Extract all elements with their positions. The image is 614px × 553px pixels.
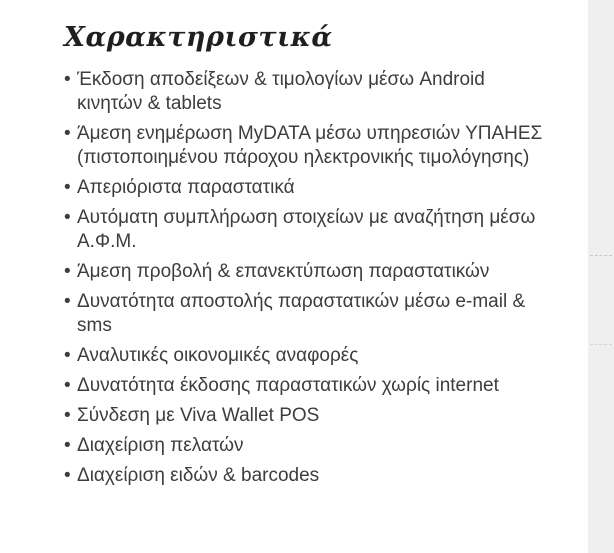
- feature-text: Διαχείριση ειδών & barcodes: [77, 465, 320, 486]
- feature-text: Σύνδεση με Viva Wallet POS: [77, 405, 320, 426]
- divider: [590, 344, 612, 345]
- feature-text: Άμεση προβολή & επανεκτύπωση παραστατικών: [77, 261, 490, 282]
- bullet-icon: •: [64, 261, 71, 282]
- feature-text: Δυνατότητα έκδοσης παραστατικών χωρίς internet: [77, 375, 499, 396]
- section-title: Χαρακτηριστικά: [64, 22, 333, 53]
- feature-text: Έκδοση αποδείξεων & τιμολογίων μέσω Android κινητών & tablets: [77, 69, 485, 114]
- features-list: [64, 68, 544, 494]
- feature-item: [64, 122, 544, 170]
- side-panel-edge: [588, 0, 614, 553]
- bullet-icon: •: [64, 465, 71, 486]
- bullet-icon: •: [64, 207, 71, 228]
- feature-text: Αναλυτικές οικονομικές αναφορές: [77, 345, 359, 366]
- divider: [590, 255, 612, 256]
- bullet-icon: •: [64, 177, 71, 198]
- feature-item: [64, 260, 544, 284]
- feature-item: [64, 404, 544, 428]
- feature-item: [64, 68, 544, 116]
- feature-text: Δυνατότητα αποστολής παραστατικών μέσω e-mail & sms: [77, 291, 526, 336]
- bullet-icon: •: [64, 405, 71, 426]
- feature-item: [64, 206, 544, 254]
- feature-item: [64, 464, 544, 488]
- bullet-icon: •: [64, 69, 71, 90]
- feature-text: Απεριόριστα παραστατικά: [77, 177, 295, 198]
- feature-text: Αυτόματη συμπλήρωση στοιχείων με αναζήτηση μέσω Α.Φ.Μ.: [77, 207, 536, 252]
- bullet-icon: •: [64, 291, 71, 312]
- feature-text: Άμεση ενημέρωση MyDATA μέσω υπηρεσιών ΥΠΑΗΕΣ (πιστοποιημένου πάροχου ηλεκτρονικής τιμολόγησης): [77, 123, 543, 168]
- feature-item: [64, 176, 544, 200]
- bullet-icon: •: [64, 375, 71, 396]
- feature-item: [64, 290, 544, 338]
- bullet-icon: •: [64, 435, 71, 456]
- bullet-icon: •: [64, 345, 71, 366]
- bullet-icon: •: [64, 123, 71, 144]
- feature-item: [64, 374, 544, 398]
- feature-text: Διαχείριση πελατών: [77, 435, 244, 456]
- feature-item: [64, 344, 544, 368]
- feature-item: [64, 434, 544, 458]
- next-section-title-cutoff: [64, 540, 73, 553]
